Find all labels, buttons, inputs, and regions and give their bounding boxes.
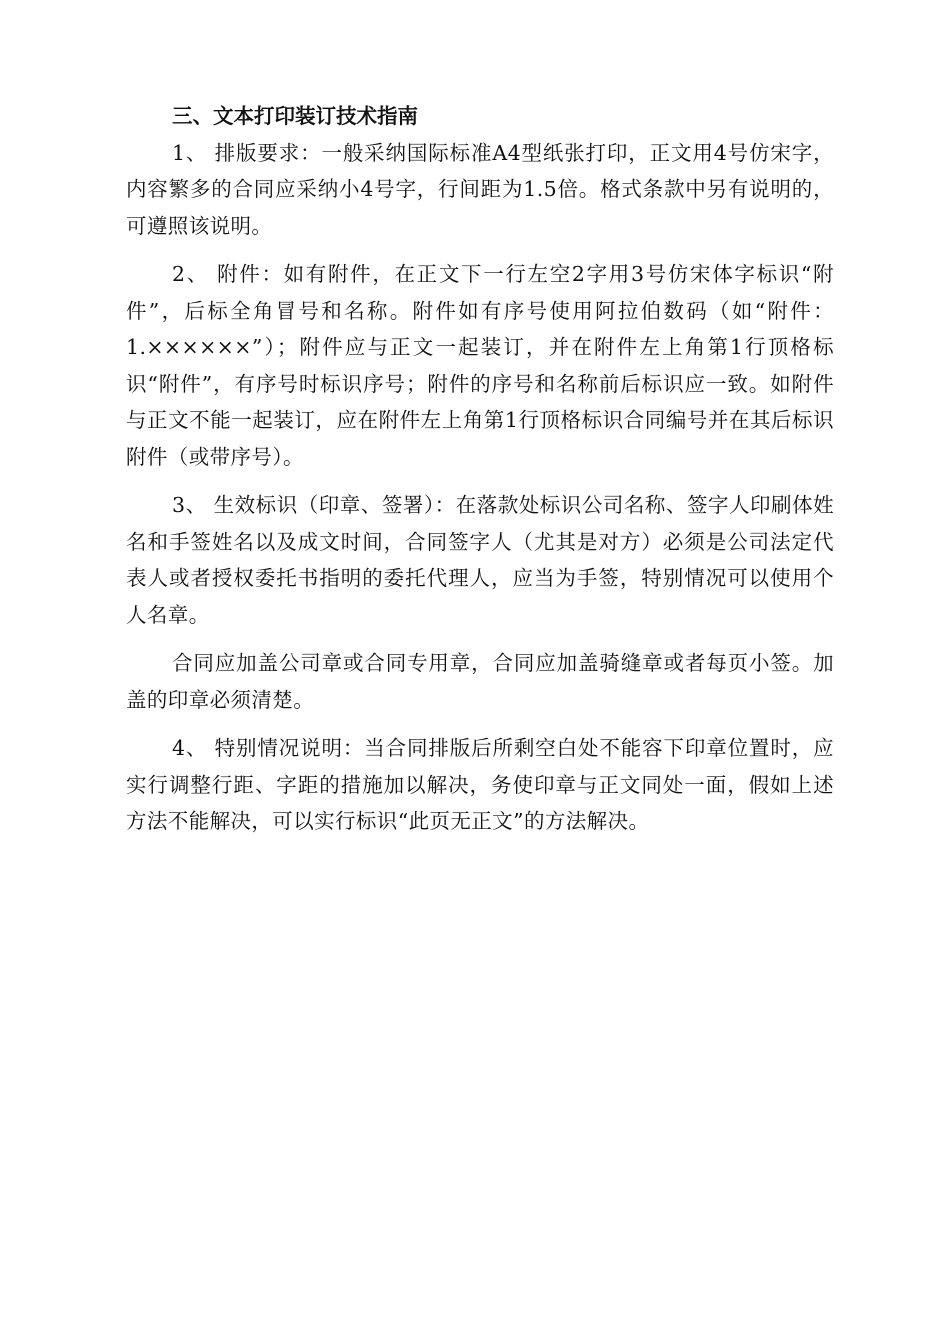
paragraph-special-cases: 4、 特别情况说明：当合同排版后所剩空白处不能容下印章位置时，应实行调整行距、字距的措施加以解决，务使印章与正文同处一面，假如上述方法不能解决，可以实行标识“此页无正文”的方法解决。 <box>126 736 834 833</box>
paragraph-layout-requirements: 1、 排版要求：一般采纳国际标准A4型纸张打印，正文用4号仿宋字，内容繁多的合同应采纳小4号字，行间距为1.5倍。格式条款中另有说明的，可遵照该说明。 <box>126 140 834 238</box>
paragraph-seal-requirements: 合同应加盖公司章或合同专用章，合同应加盖骑缝章或者每页小签。加盖的印章必须清楚。 <box>126 651 834 712</box>
document-body <box>126 98 834 840</box>
paragraph-attachments: 2、 附件：如有附件，在正文下一行左空2字用3号仿宋体字标识“附件”，后标全角冒号和名称。附件如有序号使用阿拉伯数码（如“附件：1.××××××”）；附件应与正文一起装订，并在附件左上角第1行顶格标识“附件”，有序号时标识序号；附件的序号和名称前后标识应一致。如附件与正文不能一起装订，应在附件左上角第1行顶格标识合同编号并在其后标识附件（或带序号）。 <box>126 262 834 469</box>
section-heading: 三、文本打印装订技术指南 <box>172 104 418 128</box>
paragraph-effective-marks: 3、 生效标识（印章、签署）：在落款处标识公司名称、签字人印刷体姓名和手签姓名以及成文时间，合同签字人（尤其是对方）必须是公司法定代表人或者授权委托书指明的委托代理人，应当为手签，特别情况可以使用个人名章。 <box>126 493 834 627</box>
